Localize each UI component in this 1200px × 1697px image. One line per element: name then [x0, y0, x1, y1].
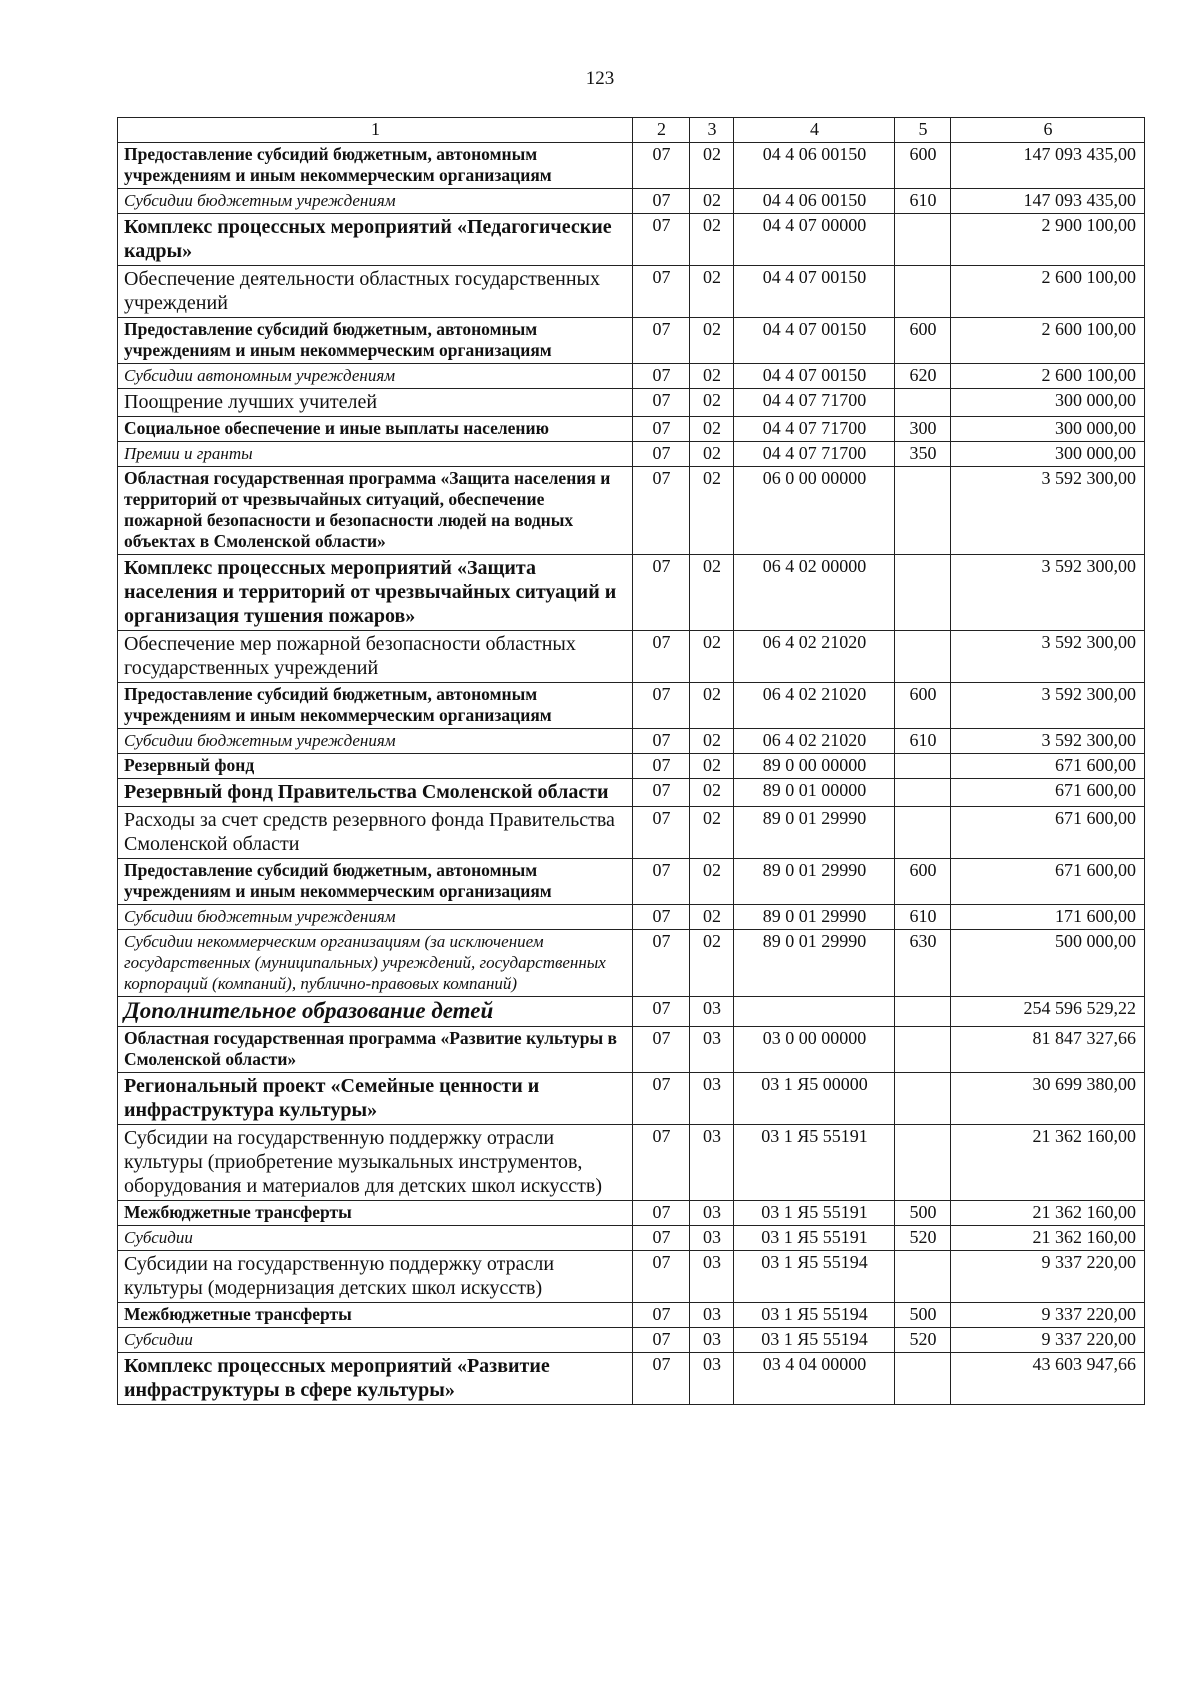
- subsection-code-cell: 02: [690, 754, 734, 779]
- subsection-code-cell: 02: [690, 318, 734, 364]
- target-article-cell: 03 1 Я5 55191: [734, 1226, 895, 1251]
- section-code-cell: 07: [633, 1353, 690, 1405]
- table-row: [118, 997, 1145, 1027]
- expense-type-cell: 630: [895, 930, 951, 997]
- target-article-cell: 89 0 01 29990: [734, 859, 895, 905]
- expense-type-cell: [895, 997, 951, 1027]
- expense-type-cell: [895, 266, 951, 318]
- target-article-cell: 06 0 00 00000: [734, 467, 895, 555]
- table-row: [118, 467, 1145, 555]
- amount-cell: 3 592 300,00: [951, 555, 1145, 631]
- table-row: [118, 442, 1145, 467]
- row-name-cell: Премии и гранты: [118, 442, 633, 467]
- amount-cell: 9 337 220,00: [951, 1328, 1145, 1353]
- target-article-cell: 06 4 02 00000: [734, 555, 895, 631]
- subsection-code-cell: 02: [690, 417, 734, 442]
- section-code-cell: 07: [633, 1303, 690, 1328]
- amount-cell: 9 337 220,00: [951, 1303, 1145, 1328]
- amount-cell: 254 596 529,22: [951, 997, 1145, 1027]
- subsection-code-cell: 03: [690, 1353, 734, 1405]
- table-body: [118, 143, 1145, 1405]
- expense-type-cell: [895, 779, 951, 807]
- amount-cell: 300 000,00: [951, 417, 1145, 442]
- row-name-cell: Обеспечение мер пожарной безопасности областных государственных учреждений: [118, 631, 633, 683]
- target-article-cell: 06 4 02 21020: [734, 729, 895, 754]
- subsection-code-cell: 02: [690, 859, 734, 905]
- table-row: [118, 1226, 1145, 1251]
- amount-cell: 21 362 160,00: [951, 1226, 1145, 1251]
- amount-cell: 671 600,00: [951, 754, 1145, 779]
- expense-type-cell: [895, 555, 951, 631]
- subsection-code-cell: 02: [690, 729, 734, 754]
- target-article-cell: 03 1 Я5 00000: [734, 1073, 895, 1125]
- table-row: [118, 1027, 1145, 1073]
- target-article-cell: 03 4 04 00000: [734, 1353, 895, 1405]
- subsection-code-cell: 03: [690, 997, 734, 1027]
- section-code-cell: 07: [633, 729, 690, 754]
- row-name-cell: Резервный фонд Правительства Смоленской области: [118, 779, 633, 807]
- row-name-cell: Субсидии бюджетным учреждениям: [118, 905, 633, 930]
- expense-type-cell: 300: [895, 417, 951, 442]
- row-name-cell: Резервный фонд: [118, 754, 633, 779]
- amount-cell: 147 093 435,00: [951, 189, 1145, 214]
- target-article-cell: 04 4 06 00150: [734, 143, 895, 189]
- table-row: [118, 1251, 1145, 1303]
- row-name-cell: Обеспечение деятельности областных государственных учреждений: [118, 266, 633, 318]
- section-code-cell: 07: [633, 555, 690, 631]
- expense-type-cell: [895, 467, 951, 555]
- header-cell: 6: [951, 118, 1145, 143]
- section-code-cell: 07: [633, 442, 690, 467]
- amount-cell: 21 362 160,00: [951, 1125, 1145, 1201]
- expense-type-cell: [895, 1073, 951, 1125]
- section-code-cell: 07: [633, 1226, 690, 1251]
- target-article-cell: 03 1 Я5 55194: [734, 1303, 895, 1328]
- table-row: [118, 1328, 1145, 1353]
- subsection-code-cell: 02: [690, 143, 734, 189]
- subsection-code-cell: 02: [690, 807, 734, 859]
- amount-cell: 21 362 160,00: [951, 1201, 1145, 1226]
- amount-cell: 3 592 300,00: [951, 467, 1145, 555]
- subsection-code-cell: 02: [690, 930, 734, 997]
- section-code-cell: 07: [633, 683, 690, 729]
- expense-type-cell: 610: [895, 189, 951, 214]
- section-code-cell: 07: [633, 1201, 690, 1226]
- amount-cell: 81 847 327,66: [951, 1027, 1145, 1073]
- target-article-cell: 89 0 01 29990: [734, 930, 895, 997]
- target-article-cell: 89 0 01 00000: [734, 779, 895, 807]
- table-row: [118, 779, 1145, 807]
- expense-type-cell: 600: [895, 143, 951, 189]
- row-name-cell: Комплекс процессных мероприятий «Педагогические кадры»: [118, 214, 633, 266]
- expense-type-cell: [895, 1027, 951, 1073]
- row-name-cell: Областная государственная программа «Развитие культуры в Смоленской области»: [118, 1027, 633, 1073]
- table-row: [118, 905, 1145, 930]
- row-name-cell: Субсидии: [118, 1328, 633, 1353]
- subsection-code-cell: 03: [690, 1125, 734, 1201]
- target-article-cell: 04 4 07 71700: [734, 417, 895, 442]
- row-name-cell: Субсидии: [118, 1226, 633, 1251]
- amount-cell: 9 337 220,00: [951, 1251, 1145, 1303]
- target-article-cell: 04 4 07 00150: [734, 364, 895, 389]
- amount-cell: 300 000,00: [951, 389, 1145, 417]
- expense-type-cell: 350: [895, 442, 951, 467]
- expense-type-cell: 520: [895, 1226, 951, 1251]
- amount-cell: 171 600,00: [951, 905, 1145, 930]
- section-code-cell: 07: [633, 997, 690, 1027]
- table-row: [118, 1353, 1145, 1405]
- expense-type-cell: 500: [895, 1201, 951, 1226]
- expense-type-cell: [895, 389, 951, 417]
- amount-cell: 147 093 435,00: [951, 143, 1145, 189]
- amount-cell: 671 600,00: [951, 807, 1145, 859]
- table-row: [118, 389, 1145, 417]
- expense-type-cell: 610: [895, 905, 951, 930]
- section-code-cell: 07: [633, 1073, 690, 1125]
- amount-cell: 3 592 300,00: [951, 631, 1145, 683]
- page-number: 123: [585, 68, 615, 89]
- amount-cell: 30 699 380,00: [951, 1073, 1145, 1125]
- amount-cell: 43 603 947,66: [951, 1353, 1145, 1405]
- subsection-code-cell: 03: [690, 1328, 734, 1353]
- header-cell: 2: [633, 118, 690, 143]
- subsection-code-cell: 03: [690, 1251, 734, 1303]
- target-article-cell: 04 4 07 00000: [734, 214, 895, 266]
- table-row: [118, 417, 1145, 442]
- row-name-cell: Субсидии на государственную поддержку отрасли культуры (модернизация детских школ искусств): [118, 1251, 633, 1303]
- expense-type-cell: [895, 1251, 951, 1303]
- target-article-cell: 04 4 07 71700: [734, 389, 895, 417]
- section-code-cell: 07: [633, 1125, 690, 1201]
- table-row: [118, 189, 1145, 214]
- section-code-cell: 07: [633, 1328, 690, 1353]
- section-code-cell: 07: [633, 266, 690, 318]
- subsection-code-cell: 03: [690, 1226, 734, 1251]
- row-name-cell: Межбюджетные трансферты: [118, 1201, 633, 1226]
- table-row: [118, 930, 1145, 997]
- subsection-code-cell: 02: [690, 442, 734, 467]
- table-row: [118, 318, 1145, 364]
- header-cell: 5: [895, 118, 951, 143]
- table-row: [118, 859, 1145, 905]
- subsection-code-cell: 02: [690, 905, 734, 930]
- table-row: [118, 364, 1145, 389]
- row-name-cell: Предоставление субсидий бюджетным, автономным учреждениям и иным некоммерческим организациям: [118, 859, 633, 905]
- target-article-cell: 06 4 02 21020: [734, 631, 895, 683]
- target-article-cell: 03 1 Я5 55191: [734, 1125, 895, 1201]
- target-article-cell: 03 0 00 00000: [734, 1027, 895, 1073]
- amount-cell: 500 000,00: [951, 930, 1145, 997]
- section-code-cell: 07: [633, 631, 690, 683]
- section-code-cell: 07: [633, 214, 690, 266]
- row-name-cell: Субсидии бюджетным учреждениям: [118, 729, 633, 754]
- expense-type-cell: [895, 214, 951, 266]
- row-name-cell: Поощрение лучших учителей: [118, 389, 633, 417]
- row-name-cell: Субсидии автономным учреждениям: [118, 364, 633, 389]
- target-article-cell: 89 0 01 29990: [734, 807, 895, 859]
- section-code-cell: 07: [633, 467, 690, 555]
- subsection-code-cell: 03: [690, 1073, 734, 1125]
- subsection-code-cell: 03: [690, 1201, 734, 1226]
- table-row: [118, 214, 1145, 266]
- target-article-cell: 03 1 Я5 55194: [734, 1251, 895, 1303]
- subsection-code-cell: 03: [690, 1303, 734, 1328]
- section-code-cell: 07: [633, 189, 690, 214]
- row-name-cell: Субсидии бюджетным учреждениям: [118, 189, 633, 214]
- amount-cell: 300 000,00: [951, 442, 1145, 467]
- table-row: [118, 1303, 1145, 1328]
- amount-cell: 2 600 100,00: [951, 266, 1145, 318]
- row-name-cell: Субсидии на государственную поддержку отрасли культуры (приобретение музыкальных инструментов, оборудования и материалов для детских школ искусств): [118, 1125, 633, 1201]
- row-name-cell: Комплекс процессных мероприятий «Защита населения и территорий от чрезвычайных ситуаций и организация тушения пожаров»: [118, 555, 633, 631]
- amount-cell: 2 900 100,00: [951, 214, 1145, 266]
- table-header-row: [118, 118, 1145, 143]
- section-code-cell: 07: [633, 1027, 690, 1073]
- row-name-cell: Областная государственная программа «Защита населения и территорий от чрезвычайных ситуаций, обеспечение пожарной безопасности и безопасности людей на водных объектах в Смоленской области»: [118, 467, 633, 555]
- section-code-cell: 07: [633, 905, 690, 930]
- amount-cell: 671 600,00: [951, 779, 1145, 807]
- subsection-code-cell: 02: [690, 631, 734, 683]
- row-name-cell: Предоставление субсидий бюджетным, автономным учреждениям и иным некоммерческим организациям: [118, 683, 633, 729]
- row-name-cell: Расходы за счет средств резервного фонда Правительства Смоленской области: [118, 807, 633, 859]
- expense-type-cell: 500: [895, 1303, 951, 1328]
- header-cell: 4: [734, 118, 895, 143]
- table-row: [118, 807, 1145, 859]
- table-row: [118, 754, 1145, 779]
- amount-cell: 3 592 300,00: [951, 683, 1145, 729]
- table-row: [118, 266, 1145, 318]
- target-article-cell: 04 4 07 71700: [734, 442, 895, 467]
- table-row: [118, 683, 1145, 729]
- expense-type-cell: [895, 631, 951, 683]
- row-name-cell: Комплекс процессных мероприятий «Развитие инфраструктуры в сфере культуры»: [118, 1353, 633, 1405]
- section-code-cell: 07: [633, 754, 690, 779]
- row-name-cell: Субсидии некоммерческим организациям (за исключением государственных (муниципальных) учреждений, государственных корпораций (компаний), публично-правовых компаний): [118, 930, 633, 997]
- header-cell: 3: [690, 118, 734, 143]
- amount-cell: 671 600,00: [951, 859, 1145, 905]
- table-row: [118, 631, 1145, 683]
- expense-type-cell: 600: [895, 318, 951, 364]
- subsection-code-cell: 02: [690, 189, 734, 214]
- row-name-cell: Предоставление субсидий бюджетным, автономным учреждениям и иным некоммерческим организациям: [118, 143, 633, 189]
- expense-type-cell: 520: [895, 1328, 951, 1353]
- subsection-code-cell: 02: [690, 389, 734, 417]
- subsection-code-cell: 02: [690, 266, 734, 318]
- target-article-cell: 04 4 07 00150: [734, 266, 895, 318]
- subsection-code-cell: 02: [690, 467, 734, 555]
- target-article-cell: 03 1 Я5 55194: [734, 1328, 895, 1353]
- section-code-cell: 07: [633, 143, 690, 189]
- expense-type-cell: 620: [895, 364, 951, 389]
- table-row: [118, 1125, 1145, 1201]
- header-cell: 1: [118, 118, 633, 143]
- section-code-cell: 07: [633, 364, 690, 389]
- subsection-code-cell: 03: [690, 1027, 734, 1073]
- row-name-cell: Межбюджетные трансферты: [118, 1303, 633, 1328]
- amount-cell: 2 600 100,00: [951, 318, 1145, 364]
- target-article-cell: [734, 997, 895, 1027]
- expense-type-cell: 600: [895, 683, 951, 729]
- table-row: [118, 729, 1145, 754]
- target-article-cell: 89 0 00 00000: [734, 754, 895, 779]
- table-row: [118, 555, 1145, 631]
- expense-type-cell: [895, 1353, 951, 1405]
- subsection-code-cell: 02: [690, 555, 734, 631]
- table-row: [118, 143, 1145, 189]
- table-row: [118, 1073, 1145, 1125]
- expense-type-cell: 610: [895, 729, 951, 754]
- expense-type-cell: [895, 807, 951, 859]
- amount-cell: 2 600 100,00: [951, 364, 1145, 389]
- target-article-cell: 04 4 07 00150: [734, 318, 895, 364]
- subsection-code-cell: 02: [690, 683, 734, 729]
- row-name-cell: Дополнительное образование детей: [118, 997, 633, 1027]
- target-article-cell: 03 1 Я5 55191: [734, 1201, 895, 1226]
- table-row: [118, 1201, 1145, 1226]
- expense-type-cell: [895, 754, 951, 779]
- subsection-code-cell: 02: [690, 779, 734, 807]
- section-code-cell: 07: [633, 859, 690, 905]
- target-article-cell: 89 0 01 29990: [734, 905, 895, 930]
- expense-type-cell: [895, 1125, 951, 1201]
- subsection-code-cell: 02: [690, 364, 734, 389]
- section-code-cell: 07: [633, 1251, 690, 1303]
- row-name-cell: Региональный проект «Семейные ценности и инфраструктура культуры»: [118, 1073, 633, 1125]
- target-article-cell: 04 4 06 00150: [734, 189, 895, 214]
- section-code-cell: 07: [633, 318, 690, 364]
- budget-table: [117, 117, 1145, 1405]
- amount-cell: 3 592 300,00: [951, 729, 1145, 754]
- target-article-cell: 06 4 02 21020: [734, 683, 895, 729]
- section-code-cell: 07: [633, 417, 690, 442]
- section-code-cell: 07: [633, 930, 690, 997]
- section-code-cell: 07: [633, 779, 690, 807]
- row-name-cell: Предоставление субсидий бюджетным, автономным учреждениям и иным некоммерческим организациям: [118, 318, 633, 364]
- subsection-code-cell: 02: [690, 214, 734, 266]
- section-code-cell: 07: [633, 807, 690, 859]
- row-name-cell: Социальное обеспечение и иные выплаты населению: [118, 417, 633, 442]
- expense-type-cell: 600: [895, 859, 951, 905]
- section-code-cell: 07: [633, 389, 690, 417]
